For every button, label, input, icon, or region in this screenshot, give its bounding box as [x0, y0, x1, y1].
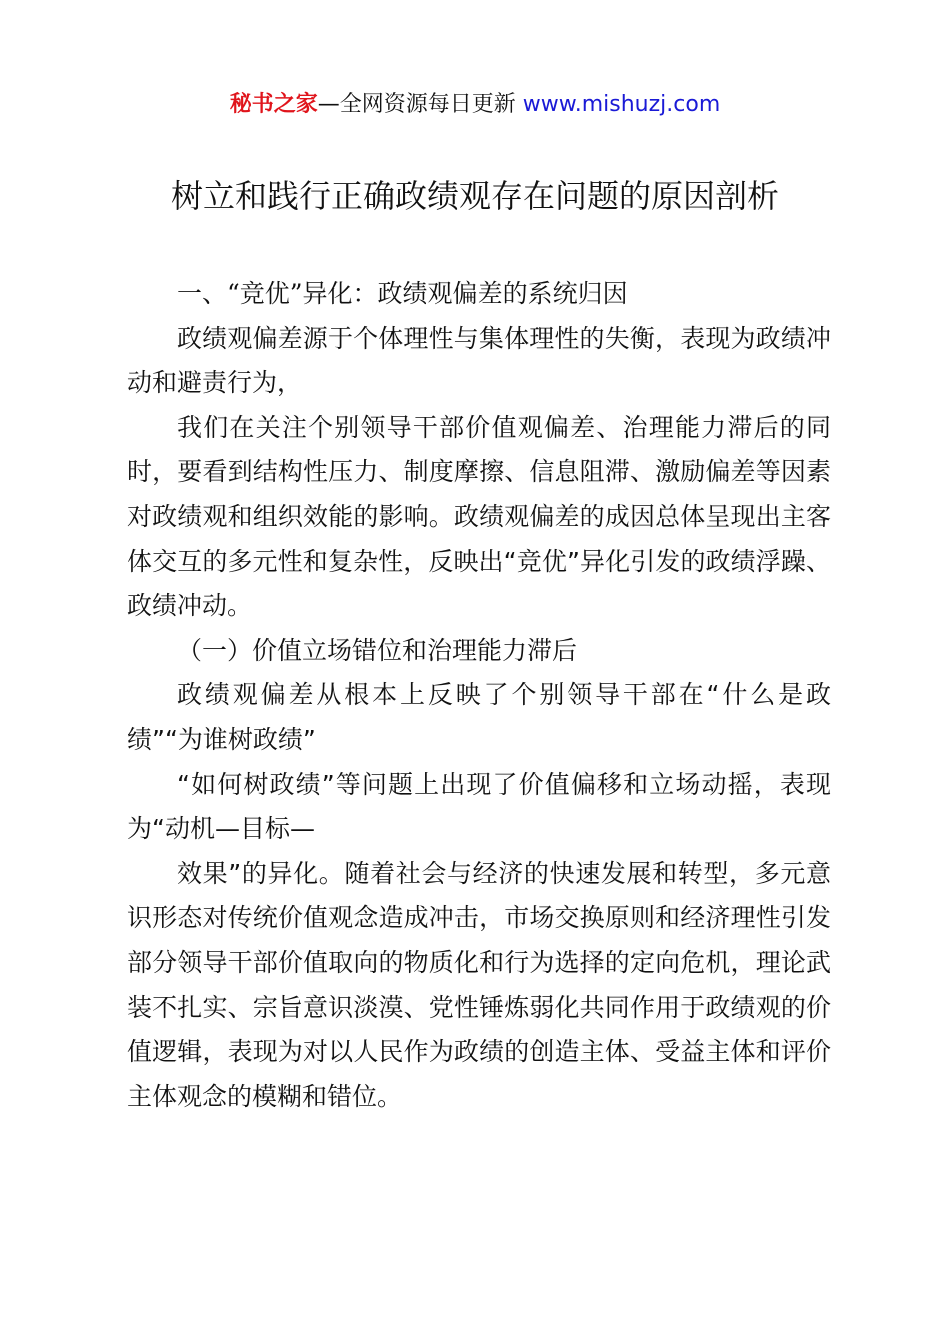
document-body	[127, 272, 831, 1119]
paragraph: 效果”的异化。随着社会与经济的快速发展和转型，多元意识形态对传统价值观念造成冲击，市场交换原则和经济理性引发部分领导干部价值取向的物质化和行为选择的定向危机，理论武装不扎实、宗旨意识淡漠、党性锤炼弱化共同作用于政绩观的价值逻辑，表现为对以人民作为政绩的创造主体、受益主体和评价主体观念的模糊和错位。	[127, 858, 831, 1111]
section-heading: 一、“竞优”异化：政绩观偏差的系统归因	[177, 279, 628, 308]
header-banner	[0, 88, 950, 122]
brand-name: 秘书之家	[229, 92, 318, 117]
paragraph: 政绩观偏差源于个体理性与集体理性的失衡，表现为政绩冲动和避责行为，	[127, 323, 831, 398]
document-title: 树立和践行正确政绩观存在问题的原因剖析	[170, 177, 779, 215]
paragraph: 我们在关注个别领导干部价值观偏差、治理能力滞后的同时，要看到结构性压力、制度摩擦、信息阻滞、激励偏差等因素对政绩观和组织效能的影响。政绩观偏差的成因总体呈现出主客体交互的多元性和复杂性，反映出“竞优”异化引发的政绩浮躁、政绩冲动。	[127, 412, 831, 621]
header-tagline: —全网资源每日更新	[317, 92, 516, 117]
subsection-heading: （一）价值立场错位和治理能力滞后	[177, 635, 578, 665]
site-url-link[interactable]: www.mishuzj.com	[522, 92, 721, 117]
paragraph: 政绩观偏差从根本上反映了个别领导干部在“什么是政绩”“为谁树政绩”	[127, 680, 831, 754]
paragraph: “如何树政绩”等问题上出现了价值偏移和立场动摇，表现为“动机—目标—	[127, 769, 831, 844]
